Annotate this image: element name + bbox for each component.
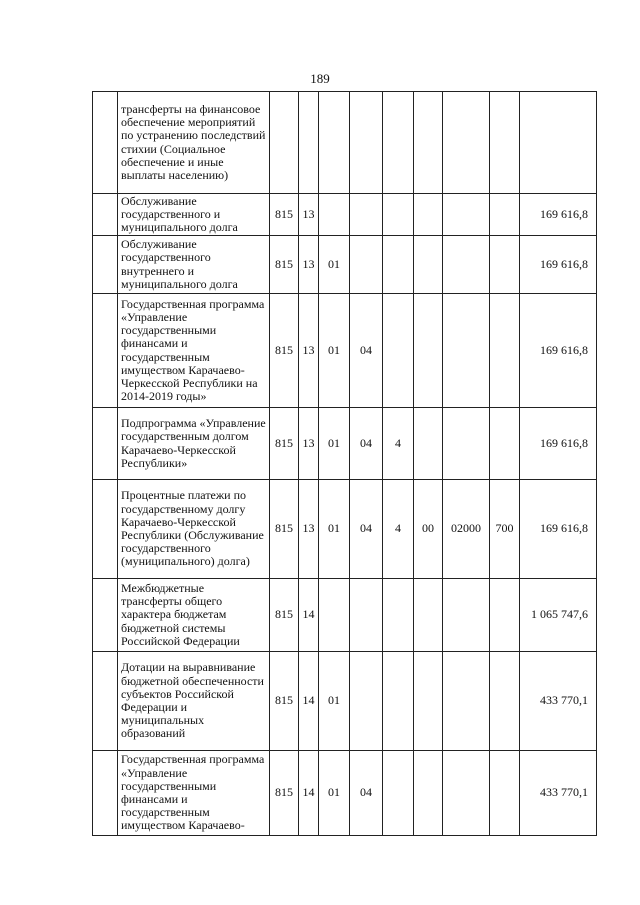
table-row [93, 236, 597, 294]
expense-type-code-cell [490, 579, 520, 652]
row-number-cell [93, 480, 118, 579]
description-cell: Государственная программа «Управление государственными финансами и государственным имуществом Карачаево- [118, 751, 270, 836]
expense-type-code-cell [490, 236, 520, 294]
row-number-cell [93, 92, 118, 194]
subprogram-code-cell [383, 652, 414, 751]
ministry-code-cell: 815 [270, 751, 299, 836]
ministry-code-cell: 815 [270, 408, 299, 480]
table-row [93, 92, 597, 194]
ministry-code-cell: 815 [270, 579, 299, 652]
program-code-cell: 04 [350, 480, 383, 579]
section-code-cell: 14 [299, 652, 319, 751]
program-code-cell [350, 194, 383, 236]
row-number-cell [93, 408, 118, 480]
subsection-code-cell: 01 [319, 236, 350, 294]
row-number-cell [93, 236, 118, 294]
subsection-code-cell: 01 [319, 408, 350, 480]
program-code-cell [350, 652, 383, 751]
expense-code-cell [443, 579, 490, 652]
subsection-code-cell: 01 [319, 480, 350, 579]
row-number-cell [93, 652, 118, 751]
table-row [93, 294, 597, 408]
expense-code-cell [443, 652, 490, 751]
subprogram-code-cell: 4 [383, 408, 414, 480]
subprogram-code-cell [383, 579, 414, 652]
budget-table [92, 91, 597, 836]
table-row [93, 194, 597, 236]
subsection-code-cell [319, 579, 350, 652]
amount-cell: 169 616,8 [520, 194, 597, 236]
subprogram-code-cell: 4 [383, 480, 414, 579]
expense-type-code-cell [490, 751, 520, 836]
expense-type-code-cell [490, 408, 520, 480]
expense-type-code-cell [490, 294, 520, 408]
subprogram-code-cell [383, 236, 414, 294]
direction-code-cell [414, 751, 443, 836]
table-row [93, 579, 597, 652]
direction-code-cell [414, 652, 443, 751]
description-cell: трансферты на финансовое обеспечение мероприятий по устранению последствий стихии (Социальное обеспечение и иные выплаты населению) [118, 92, 270, 194]
row-number-cell [93, 194, 118, 236]
amount-cell: 1 065 747,6 [520, 579, 597, 652]
section-code-cell: 14 [299, 751, 319, 836]
description-cell: Государственная программа «Управление государственными финансами и государственным имуществом Карачаево-Черкесской Республики на 2014-2019 годы» [118, 294, 270, 408]
subsection-code-cell: 01 [319, 751, 350, 836]
expense-code-cell: 02000 [443, 480, 490, 579]
expense-code-cell [443, 236, 490, 294]
ministry-code-cell: 815 [270, 294, 299, 408]
subprogram-code-cell [383, 751, 414, 836]
expense-code-cell [443, 408, 490, 480]
section-code-cell: 14 [299, 579, 319, 652]
program-code-cell: 04 [350, 751, 383, 836]
program-code-cell [350, 92, 383, 194]
ministry-code-cell: 815 [270, 194, 299, 236]
amount-cell: 433 770,1 [520, 751, 597, 836]
amount-cell: 169 616,8 [520, 294, 597, 408]
program-code-cell: 04 [350, 294, 383, 408]
description-cell: Обслуживание государственного внутреннего и муниципального долга [118, 236, 270, 294]
amount-cell: 169 616,8 [520, 480, 597, 579]
expense-type-code-cell [490, 652, 520, 751]
amount-cell: 433 770,1 [520, 652, 597, 751]
ministry-code-cell [270, 92, 299, 194]
table-row [93, 652, 597, 751]
direction-code-cell [414, 294, 443, 408]
description-cell: Обслуживание государственного и муниципального долга [118, 194, 270, 236]
row-number-cell [93, 294, 118, 408]
subprogram-code-cell [383, 194, 414, 236]
row-number-cell [93, 751, 118, 836]
direction-code-cell: 00 [414, 480, 443, 579]
direction-code-cell [414, 579, 443, 652]
page-number: 189 [310, 71, 330, 86]
section-code-cell: 13 [299, 194, 319, 236]
direction-code-cell [414, 236, 443, 294]
subsection-code-cell [319, 92, 350, 194]
ministry-code-cell: 815 [270, 480, 299, 579]
table-row [93, 480, 597, 579]
section-code-cell: 13 [299, 294, 319, 408]
subprogram-code-cell [383, 92, 414, 194]
ministry-code-cell: 815 [270, 236, 299, 294]
program-code-cell [350, 579, 383, 652]
amount-cell: 169 616,8 [520, 236, 597, 294]
row-number-cell [93, 579, 118, 652]
direction-code-cell [414, 92, 443, 194]
expense-type-code-cell [490, 92, 520, 194]
program-code-cell: 04 [350, 408, 383, 480]
table-row [93, 408, 597, 480]
description-cell: Подпрограмма «Управление государственным долгом Карачаево-Черкесской Республики» [118, 408, 270, 480]
expense-code-cell [443, 751, 490, 836]
section-code-cell: 13 [299, 480, 319, 579]
direction-code-cell [414, 194, 443, 236]
description-cell: Дотации на выравнивание бюджетной обеспеченности субъектов Российской Федерации и муниципальных образований [118, 652, 270, 751]
expense-type-code-cell [490, 194, 520, 236]
expense-code-cell [443, 194, 490, 236]
ministry-code-cell: 815 [270, 652, 299, 751]
section-code-cell: 13 [299, 408, 319, 480]
description-cell: Межбюджетные трансферты общего характера бюджетам бюджетной системы Российской Федерации [118, 579, 270, 652]
expense-code-cell [443, 294, 490, 408]
description-cell: Процентные платежи по государственному долгу Карачаево-Черкесской Республики (Обслуживание государственного (муниципального) долга) [118, 480, 270, 579]
direction-code-cell [414, 408, 443, 480]
expense-code-cell [443, 92, 490, 194]
table-row [93, 751, 597, 836]
section-code-cell [299, 92, 319, 194]
amount-cell [520, 92, 597, 194]
subsection-code-cell [319, 194, 350, 236]
amount-cell: 169 616,8 [520, 408, 597, 480]
subsection-code-cell: 01 [319, 294, 350, 408]
expense-type-code-cell: 700 [490, 480, 520, 579]
subsection-code-cell: 01 [319, 652, 350, 751]
section-code-cell: 13 [299, 236, 319, 294]
program-code-cell [350, 236, 383, 294]
subprogram-code-cell [383, 294, 414, 408]
